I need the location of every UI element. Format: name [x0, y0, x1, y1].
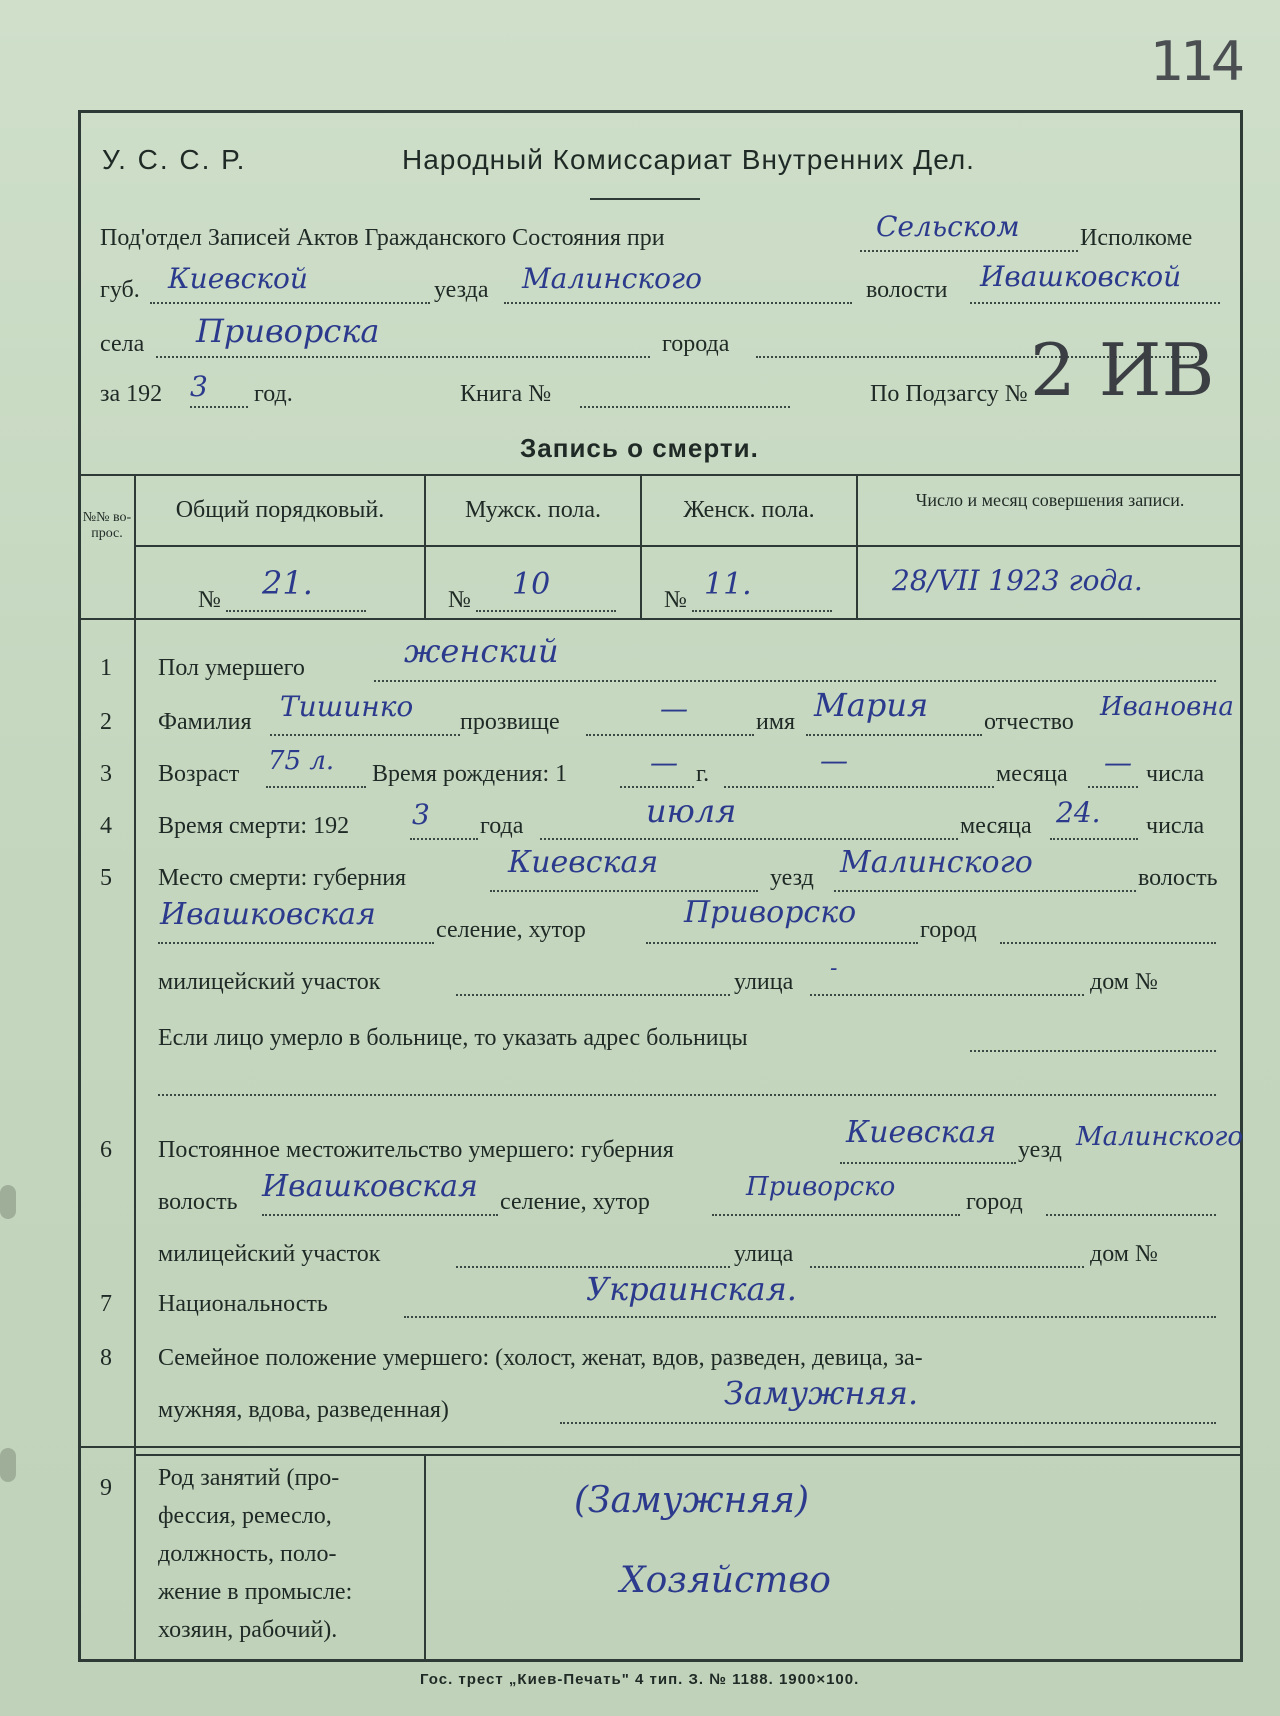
- surname-line: [270, 734, 460, 736]
- death-month-line: [540, 838, 958, 840]
- commissariat-title: Народный Комиссариат Внутренних Дел.: [402, 144, 975, 175]
- death-day-line: [1050, 838, 1138, 840]
- family-status-line: [560, 1422, 1216, 1424]
- date-col-header: Число и месяц совершения записи.: [915, 490, 1185, 510]
- patronymic-value: Ивановна: [1100, 692, 1234, 722]
- res-gorod-label: город: [966, 1189, 1023, 1215]
- res-volost-label: волость: [158, 1189, 238, 1215]
- question-col-header: №№ во- прос.: [82, 510, 132, 541]
- q-number: 7: [100, 1291, 112, 1317]
- year-line: [190, 406, 248, 408]
- res-uezd-label: уезд: [1018, 1137, 1062, 1163]
- gorod-label: города: [662, 331, 730, 357]
- name-line: [806, 734, 982, 736]
- year-value: 3: [190, 370, 208, 403]
- subdept-label: Под'отдел Записей Актов Гражданского Состояния при: [100, 225, 665, 251]
- death-place-label: Место смерти: губерния: [158, 865, 407, 891]
- table-bottom-line: [80, 618, 1240, 620]
- age-label: Возраст: [158, 761, 240, 787]
- table-top-line: [80, 474, 1240, 476]
- birth-day-value: —: [1104, 746, 1132, 779]
- death-label: Время смерти: 192: [158, 813, 350, 839]
- occupation-col-line: [424, 1454, 426, 1662]
- birth-year-line: [620, 786, 694, 788]
- birth-month-value: —: [820, 744, 848, 777]
- name-value: Мария: [814, 686, 929, 724]
- q-number: 5: [100, 865, 112, 891]
- total-col-header: Общий порядковый.: [175, 497, 385, 523]
- gub-line: [150, 302, 430, 304]
- q-number: 8: [100, 1345, 112, 1371]
- uezd-value: Малинского: [522, 262, 702, 295]
- q-number: 1: [100, 655, 112, 681]
- death-selo-label: селение, хутор: [436, 917, 586, 943]
- gub-label: губ.: [100, 277, 140, 303]
- occupation-top-line-inner: [136, 1454, 1240, 1456]
- res-militia-label: милицейский участок: [158, 1241, 381, 1267]
- name-label: имя: [756, 709, 796, 735]
- hospital-line-2: [158, 1094, 1216, 1096]
- female-no-value: 11.: [704, 567, 752, 602]
- female-no-label: №: [664, 587, 687, 613]
- death-selo-value: Приворско: [684, 895, 857, 930]
- hospital-label: Если лицо умерло в больнице, то указать адрес больницы: [158, 1025, 748, 1051]
- archive-sheet-number: 114: [1150, 30, 1242, 93]
- printer-imprint: Гос. трест „Киев-Печать" 4 тип. З. № 1188. 1900×100.: [420, 1671, 860, 1688]
- record-date-value: 28/VII 1923 года.: [892, 564, 1143, 597]
- sex-value: женский: [404, 632, 559, 670]
- death-uezd-label: уезд: [770, 865, 814, 891]
- residence-label: Постоянное местожительство умершего: губерния: [158, 1137, 674, 1163]
- death-militia-line: [456, 994, 730, 996]
- occupation-label: жение в промысле:: [158, 1579, 353, 1605]
- punch-hole: [0, 1448, 16, 1482]
- kniga-line: [580, 406, 790, 408]
- birth-month-line: [724, 786, 994, 788]
- year-label: за 192: [100, 381, 163, 407]
- occupation-top-line: [80, 1446, 1240, 1448]
- podzags-value: 2 ИВ: [1030, 328, 1215, 412]
- occupation-label: Род занятий (про-: [158, 1465, 340, 1491]
- res-militia-line: [456, 1266, 730, 1268]
- table-mid-line: [136, 545, 1240, 547]
- volost-line: [970, 302, 1220, 304]
- kniga-label: Книга №: [460, 381, 552, 407]
- uezd-label: уезда: [434, 277, 489, 303]
- q-number: 6: [100, 1137, 112, 1163]
- nickname-line: [586, 734, 754, 736]
- q-number: 2: [100, 709, 112, 735]
- death-month-value: июля: [646, 792, 737, 830]
- q-number: 9: [100, 1475, 112, 1501]
- death-year-line: [410, 838, 478, 840]
- selo-label: села: [100, 331, 145, 357]
- res-volost-line: [262, 1214, 498, 1216]
- death-selo-line: [646, 942, 918, 944]
- death-day-value: 24.: [1056, 796, 1101, 829]
- male-no-line: [476, 610, 616, 612]
- death-volost-line: [158, 942, 434, 944]
- birth-label: Время рождения: 1: [372, 761, 568, 787]
- nationality-line: [404, 1316, 1216, 1318]
- hospital-line: [970, 1050, 1216, 1052]
- res-street-label: улица: [734, 1241, 794, 1267]
- birth-g-label: г.: [696, 761, 710, 787]
- age-line: [266, 786, 366, 788]
- death-volost-value: Ивашковская: [160, 897, 376, 932]
- female-col-header: Женск. пола.: [683, 497, 815, 523]
- uezd-line: [504, 302, 852, 304]
- male-no-value: 10: [512, 567, 551, 602]
- death-day-label: числа: [1146, 813, 1205, 839]
- podzags-label: По Подзагсу №: [870, 381, 1028, 407]
- record-title: Запись о смерти.: [520, 433, 759, 463]
- res-selo-line: [712, 1214, 960, 1216]
- death-street-line: [810, 994, 1084, 996]
- sex-label: Пол умершего: [158, 655, 305, 681]
- nationality-value: Украинская.: [586, 1270, 797, 1308]
- death-gorod-label: город: [920, 917, 977, 943]
- female-no-line: [692, 610, 832, 612]
- birth-day-line: [1088, 786, 1138, 788]
- death-year-value: 3: [412, 798, 430, 831]
- republic-title: У. С. С. Р.: [102, 144, 247, 175]
- occupation-value: (Замужняя): [574, 1480, 810, 1521]
- header-divider: [590, 198, 700, 200]
- family-status-value: Замужняя.: [724, 1374, 919, 1412]
- question-col-line: [134, 474, 136, 1662]
- q-number: 4: [100, 813, 112, 839]
- age-value: 75 л.: [268, 746, 335, 776]
- selo-value: Приворска: [196, 312, 380, 350]
- volost-label: волости: [866, 277, 948, 303]
- death-street-value: -: [830, 956, 838, 981]
- death-militia-label: милицейский участок: [158, 969, 381, 995]
- res-street-line: [810, 1266, 1084, 1268]
- selo-line: [156, 356, 650, 358]
- male-no-label: №: [448, 587, 471, 613]
- family-status-label-2: мужняя, вдова, разведенная): [158, 1397, 449, 1423]
- res-volost-value: Ивашковская: [262, 1169, 478, 1204]
- death-uezd-line: [834, 890, 1136, 892]
- birth-month-label: месяца: [996, 761, 1068, 787]
- birth-year-value: —: [650, 746, 678, 779]
- volost-value: Ивашковской: [980, 260, 1182, 293]
- gub-value: Киевской: [168, 262, 308, 295]
- res-selo-label: селение, хутор: [500, 1189, 650, 1215]
- death-gub-line: [490, 890, 758, 892]
- res-gub-value: Киевская: [846, 1115, 997, 1150]
- occupation-label: должность, поло-: [158, 1541, 337, 1567]
- res-uezd-value: Малинского: [1076, 1122, 1244, 1152]
- nickname-label: прозвище: [460, 709, 560, 735]
- surname-value: Тишинко: [280, 690, 414, 723]
- death-god-label: года: [480, 813, 524, 839]
- death-street-label: улица: [734, 969, 794, 995]
- death-gorod-line: [1000, 942, 1216, 944]
- subdept-suffix: Исполкоме: [1080, 225, 1193, 251]
- res-selo-value: Приворско: [746, 1172, 896, 1202]
- res-house-label: дом №: [1090, 1241, 1158, 1267]
- surname-label: Фамилия: [158, 709, 252, 735]
- table-col-line: [856, 474, 858, 618]
- subdept-line: [860, 250, 1078, 252]
- nationality-label: Национальность: [158, 1291, 328, 1317]
- death-month-label: месяца: [960, 813, 1032, 839]
- birth-day-label: числа: [1146, 761, 1205, 787]
- total-no-label: №: [198, 587, 221, 613]
- death-house-label: дом №: [1090, 969, 1158, 995]
- death-gub-value: Киевская: [508, 845, 659, 880]
- nickname-value: —: [660, 692, 688, 725]
- death-uezd-value: Малинского: [840, 845, 1033, 880]
- res-gorod-line: [1046, 1214, 1216, 1216]
- patronymic-label: отчество: [984, 709, 1074, 735]
- occupation-label: хозяин, рабочий).: [158, 1617, 338, 1643]
- res-gub-line: [840, 1162, 1016, 1164]
- subdept-value: Сельском: [876, 210, 1020, 243]
- occupation-value-2: Хозяйство: [620, 1560, 831, 1601]
- sex-line: [374, 680, 1216, 682]
- male-col-header: Мужск. пола.: [464, 497, 602, 523]
- family-status-label: Семейное положение умершего: (холост, женат, вдов, разведен, девица, за-: [158, 1345, 923, 1371]
- total-no-value: 21.: [262, 564, 313, 602]
- punch-hole: [0, 1185, 16, 1219]
- q-number: 3: [100, 761, 112, 787]
- occupation-label: фессия, ремесло,: [158, 1503, 332, 1529]
- total-no-line: [226, 610, 366, 612]
- death-volost-label: волость: [1138, 865, 1218, 891]
- god-label: год.: [254, 381, 293, 407]
